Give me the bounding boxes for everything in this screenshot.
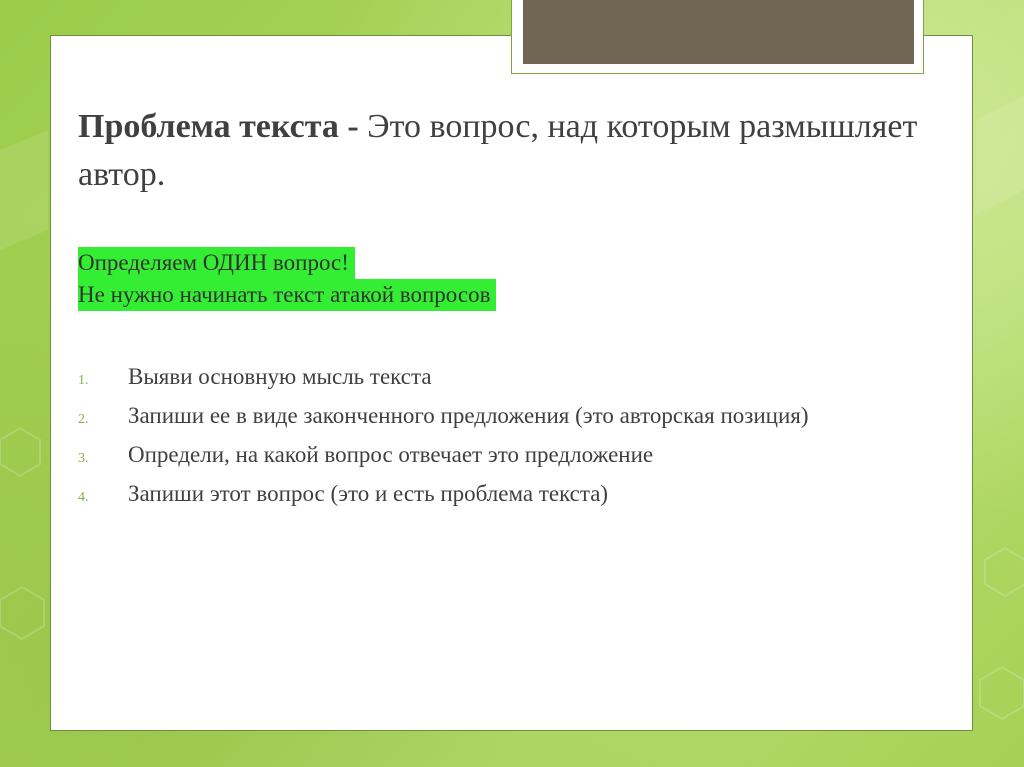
title-placeholder-box	[523, 0, 914, 64]
highlight-line-2: Не нужно начинать текст атакой вопросов	[78, 279, 496, 311]
list-item	[78, 400, 928, 436]
heading-term: Проблема текста -	[78, 108, 359, 145]
list-item-number: 3.	[78, 451, 89, 466]
highlighted-note	[78, 247, 496, 311]
list-item-number: 2.	[78, 412, 89, 427]
list-item	[78, 478, 928, 514]
list-item-text: Определи, на какой вопрос отвечает это предложение	[128, 442, 654, 467]
definition-heading	[78, 103, 928, 199]
list-item	[78, 439, 928, 475]
title-placeholder-frame	[511, 0, 924, 74]
list-item-text: Запиши ее в виде законченного предложения (это авторская позиция)	[128, 403, 809, 428]
heading-definition: Это вопрос, над которым размышляет автор.	[78, 108, 918, 193]
steps-list	[78, 361, 928, 517]
list-item-number: 1.	[78, 373, 89, 388]
list-item-number: 4.	[78, 490, 89, 505]
highlight-line-1: Определяем ОДИН вопрос!	[78, 247, 355, 279]
list-item	[78, 361, 928, 397]
list-item-text: Запиши этот вопрос (это и есть проблема текста)	[128, 481, 609, 506]
list-item-text: Выяви основную мысль текста	[128, 364, 432, 389]
